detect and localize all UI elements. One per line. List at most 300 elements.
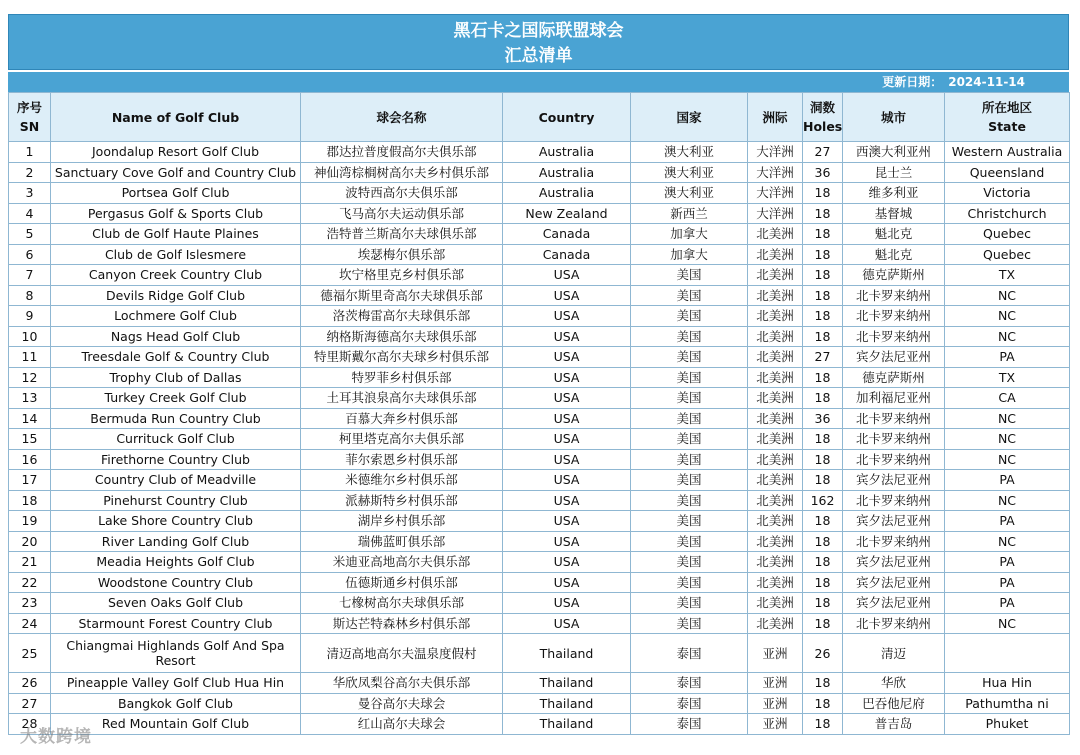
table-row — [9, 693, 1070, 714]
table-row — [9, 203, 1070, 224]
cell-country-en: USA — [503, 613, 631, 634]
column-header-label: 国家 — [676, 109, 702, 125]
column-header-state — [945, 93, 1070, 142]
table-row — [9, 244, 1070, 265]
cell-country-cn: 澳大利亚 — [631, 142, 748, 163]
cell-city: 北卡罗来纳州 — [843, 306, 945, 327]
cell-country-en: USA — [503, 511, 631, 532]
cell-name-en: Country Club of Meadville — [51, 470, 301, 491]
cell-name-en: River Landing Golf Club — [51, 531, 301, 552]
cell-state: Queensland — [945, 162, 1070, 183]
cell-name-en: Devils Ridge Golf Club — [51, 285, 301, 306]
cell-continent: 北美洲 — [748, 265, 803, 286]
cell-country-en: USA — [503, 470, 631, 491]
cell-holes: 18 — [803, 265, 843, 286]
cell-state: Quebec — [945, 244, 1070, 265]
cell-name-cn: 派赫斯特乡村俱乐部 — [301, 490, 503, 511]
cell-city: 北卡罗来纳州 — [843, 429, 945, 450]
cell-continent: 亚洲 — [748, 714, 803, 735]
cell-sn: 2 — [9, 162, 51, 183]
cell-continent: 北美洲 — [748, 531, 803, 552]
cell-name-en: Canyon Creek Country Club — [51, 265, 301, 286]
cell-country-en: USA — [503, 552, 631, 573]
cell-sn: 15 — [9, 429, 51, 450]
cell-name-en: Treesdale Golf & Country Club — [51, 347, 301, 368]
cell-city: 北卡罗来纳州 — [843, 449, 945, 470]
table-row — [9, 634, 1070, 673]
cell-holes: 36 — [803, 162, 843, 183]
column-header-label: Name of Golf Club — [111, 109, 240, 125]
cell-state — [945, 634, 1070, 673]
cell-country-cn: 美国 — [631, 531, 748, 552]
table-row — [9, 265, 1070, 286]
table-row — [9, 429, 1070, 450]
cell-sn: 10 — [9, 326, 51, 347]
cell-city: 清迈 — [843, 634, 945, 673]
cell-continent: 大洋洲 — [748, 162, 803, 183]
cell-holes: 18 — [803, 673, 843, 694]
column-header-name-en — [51, 93, 301, 142]
column-header-country-cn — [631, 93, 748, 142]
cell-name-cn: 特罗菲乡村俱乐部 — [301, 367, 503, 388]
cell-name-en: Pergasus Golf & Sports Club — [51, 203, 301, 224]
cell-city: 基督城 — [843, 203, 945, 224]
cell-name-en: Chiangmai Highlands Golf And Spa Resort — [51, 634, 301, 673]
sheet-title: 黑石卡之国际联盟球会 — [453, 21, 624, 41]
column-header-label: 洞数 — [809, 100, 835, 115]
cell-sn: 11 — [9, 347, 51, 368]
cell-city: 昆士兰 — [843, 162, 945, 183]
cell-name-en: Trophy Club of Dallas — [51, 367, 301, 388]
cell-city: 华欣 — [843, 673, 945, 694]
cell-country-cn: 美国 — [631, 326, 748, 347]
cell-continent: 北美洲 — [748, 552, 803, 573]
cell-country-en: Thailand — [503, 693, 631, 714]
cell-name-cn: 红山高尔夫球会 — [301, 714, 503, 735]
cell-continent: 北美洲 — [748, 367, 803, 388]
cell-holes: 18 — [803, 183, 843, 204]
cell-country-cn: 泰国 — [631, 714, 748, 735]
cell-city: 北卡罗来纳州 — [843, 531, 945, 552]
golf-club-table — [8, 92, 1070, 735]
cell-name-cn: 七橡树高尔夫球俱乐部 — [301, 593, 503, 614]
cell-name-cn: 湖岸乡村俱乐部 — [301, 511, 503, 532]
cell-state: PA — [945, 593, 1070, 614]
cell-sn: 19 — [9, 511, 51, 532]
cell-country-en: USA — [503, 367, 631, 388]
table-row — [9, 511, 1070, 532]
cell-holes: 18 — [803, 470, 843, 491]
cell-name-cn: 清迈高地高尔夫温泉度假村 — [301, 634, 503, 673]
cell-state: NC — [945, 429, 1070, 450]
table-row — [9, 183, 1070, 204]
cell-name-en: Bangkok Golf Club — [51, 693, 301, 714]
cell-holes: 18 — [803, 572, 843, 593]
cell-continent: 北美洲 — [748, 408, 803, 429]
cell-name-cn: 斯达芒特森林乡村俱乐部 — [301, 613, 503, 634]
cell-state: NC — [945, 408, 1070, 429]
column-header-sublabel: State — [988, 119, 1026, 134]
cell-name-cn: 神仙湾棕榈树高尔夫乡村俱乐部 — [301, 162, 503, 183]
cell-country-en: USA — [503, 429, 631, 450]
cell-name-cn: 飞马高尔夫运动俱乐部 — [301, 203, 503, 224]
cell-state: NC — [945, 285, 1070, 306]
cell-name-en: Turkey Creek Golf Club — [51, 388, 301, 409]
cell-country-en: USA — [503, 326, 631, 347]
cell-sn: 23 — [9, 593, 51, 614]
cell-name-cn: 浩特普兰斯高尔夫球俱乐部 — [301, 224, 503, 245]
cell-city: 宾夕法尼亚州 — [843, 572, 945, 593]
cell-continent: 北美洲 — [748, 449, 803, 470]
cell-state: NC — [945, 306, 1070, 327]
cell-state: NC — [945, 449, 1070, 470]
column-header-label: 序号 — [16, 100, 42, 115]
cell-country-en: Australia — [503, 183, 631, 204]
cell-country-cn: 美国 — [631, 265, 748, 286]
cell-country-cn: 美国 — [631, 449, 748, 470]
cell-city: 北卡罗来纳州 — [843, 613, 945, 634]
cell-name-en: Currituck Golf Club — [51, 429, 301, 450]
cell-name-en: Lochmere Golf Club — [51, 306, 301, 327]
cell-country-cn: 美国 — [631, 613, 748, 634]
cell-country-en: Canada — [503, 224, 631, 245]
cell-city: 普吉岛 — [843, 714, 945, 735]
column-header-country-en — [503, 93, 631, 142]
cell-name-en: Woodstone Country Club — [51, 572, 301, 593]
cell-country-en: New Zealand — [503, 203, 631, 224]
column-header-name-cn — [301, 93, 503, 142]
column-header-label: 所在地区 — [981, 100, 1032, 115]
cell-sn: 25 — [9, 634, 51, 673]
cell-continent: 大洋洲 — [748, 183, 803, 204]
cell-country-cn: 美国 — [631, 285, 748, 306]
cell-continent: 北美洲 — [748, 285, 803, 306]
cell-continent: 北美洲 — [748, 572, 803, 593]
cell-sn: 7 — [9, 265, 51, 286]
cell-name-en: Sanctuary Cove Golf and Country Club — [51, 162, 301, 183]
cell-holes: 18 — [803, 593, 843, 614]
cell-continent: 北美洲 — [748, 244, 803, 265]
cell-continent: 北美洲 — [748, 511, 803, 532]
cell-sn: 21 — [9, 552, 51, 573]
cell-country-cn: 美国 — [631, 511, 748, 532]
cell-country-cn: 美国 — [631, 306, 748, 327]
cell-holes: 162 — [803, 490, 843, 511]
cell-name-cn: 洛茨梅雷高尔夫球俱乐部 — [301, 306, 503, 327]
cell-continent: 北美洲 — [748, 388, 803, 409]
cell-city: 巴吞他尼府 — [843, 693, 945, 714]
cell-city: 加利福尼亚州 — [843, 388, 945, 409]
cell-country-cn: 美国 — [631, 367, 748, 388]
sheet-subtitle: 汇总清单 — [504, 46, 573, 66]
cell-state: PA — [945, 511, 1070, 532]
cell-holes: 18 — [803, 714, 843, 735]
cell-holes: 27 — [803, 142, 843, 163]
cell-name-cn: 菲尔索恩乡村俱乐部 — [301, 449, 503, 470]
table-body — [9, 142, 1070, 735]
cell-country-en: USA — [503, 408, 631, 429]
cell-country-cn: 美国 — [631, 572, 748, 593]
cell-holes: 18 — [803, 326, 843, 347]
cell-name-cn: 德福尔斯里奇高尔夫球俱乐部 — [301, 285, 503, 306]
cell-country-cn: 美国 — [631, 347, 748, 368]
cell-name-en: Starmount Forest Country Club — [51, 613, 301, 634]
cell-holes: 36 — [803, 408, 843, 429]
cell-sn: 12 — [9, 367, 51, 388]
table-row — [9, 593, 1070, 614]
cell-continent: 亚洲 — [748, 673, 803, 694]
cell-name-cn: 伍德斯通乡村俱乐部 — [301, 572, 503, 593]
cell-state: TX — [945, 265, 1070, 286]
cell-name-cn: 纳格斯海德高尔夫球俱乐部 — [301, 326, 503, 347]
cell-country-en: USA — [503, 449, 631, 470]
cell-name-cn: 米德维尔乡村俱乐部 — [301, 470, 503, 491]
cell-city: 维多利亚 — [843, 183, 945, 204]
cell-sn: 3 — [9, 183, 51, 204]
cell-country-en: USA — [503, 306, 631, 327]
cell-state: NC — [945, 490, 1070, 511]
cell-name-cn: 米迪亚高地高尔夫俱乐部 — [301, 552, 503, 573]
cell-continent: 北美洲 — [748, 224, 803, 245]
cell-state: PA — [945, 552, 1070, 573]
summary-sheet — [8, 14, 1069, 735]
table-row — [9, 367, 1070, 388]
cell-name-en: Pineapple Valley Golf Club Hua Hin — [51, 673, 301, 694]
cell-sn: 28 — [9, 714, 51, 735]
cell-state: Phuket — [945, 714, 1070, 735]
cell-holes: 18 — [803, 693, 843, 714]
cell-holes: 18 — [803, 552, 843, 573]
cell-sn: 20 — [9, 531, 51, 552]
column-header-holes — [803, 93, 843, 142]
cell-country-en: USA — [503, 593, 631, 614]
update-date-value: 2024-11-14 — [948, 75, 1025, 89]
cell-city: 宾夕法尼亚州 — [843, 470, 945, 491]
cell-country-cn: 泰国 — [631, 693, 748, 714]
cell-continent: 北美洲 — [748, 613, 803, 634]
cell-name-en: Lake Shore Country Club — [51, 511, 301, 532]
cell-country-en: USA — [503, 531, 631, 552]
cell-city: 魁北克 — [843, 244, 945, 265]
cell-city: 北卡罗来纳州 — [843, 285, 945, 306]
column-header-city — [843, 93, 945, 142]
column-header-label: Country — [538, 109, 595, 125]
table-row — [9, 470, 1070, 491]
cell-continent: 北美洲 — [748, 429, 803, 450]
cell-holes: 18 — [803, 388, 843, 409]
cell-sn: 1 — [9, 142, 51, 163]
table-row — [9, 673, 1070, 694]
cell-sn: 9 — [9, 306, 51, 327]
column-header-sn — [9, 93, 51, 142]
table-row — [9, 306, 1070, 327]
cell-name-cn: 柯里塔克高尔夫俱乐部 — [301, 429, 503, 450]
cell-continent: 亚洲 — [748, 693, 803, 714]
cell-country-cn: 美国 — [631, 388, 748, 409]
table-row — [9, 408, 1070, 429]
watermark-text: 大数跨境 — [20, 727, 92, 747]
cell-sn: 4 — [9, 203, 51, 224]
cell-country-en: Australia — [503, 162, 631, 183]
cell-country-en: Australia — [503, 142, 631, 163]
cell-city: 魁北克 — [843, 224, 945, 245]
cell-state: NC — [945, 531, 1070, 552]
cell-name-en: Club de Golf Haute Plaines — [51, 224, 301, 245]
column-header-label: 洲际 — [762, 109, 788, 125]
table-row — [9, 552, 1070, 573]
cell-city: 宾夕法尼亚州 — [843, 347, 945, 368]
cell-country-cn: 美国 — [631, 470, 748, 491]
cell-state: Western Australia — [945, 142, 1070, 163]
cell-country-cn: 加拿大 — [631, 244, 748, 265]
cell-holes: 18 — [803, 613, 843, 634]
cell-sn: 5 — [9, 224, 51, 245]
cell-city: 西澳大利亚州 — [843, 142, 945, 163]
cell-name-en: Portsea Golf Club — [51, 183, 301, 204]
table-row — [9, 142, 1070, 163]
cell-country-en: USA — [503, 347, 631, 368]
cell-state: Victoria — [945, 183, 1070, 204]
cell-holes: 18 — [803, 285, 843, 306]
cell-sn: 6 — [9, 244, 51, 265]
cell-holes: 18 — [803, 203, 843, 224]
cell-continent: 亚洲 — [748, 634, 803, 673]
cell-city: 北卡罗来纳州 — [843, 490, 945, 511]
cell-country-cn: 新西兰 — [631, 203, 748, 224]
cell-holes: 18 — [803, 449, 843, 470]
cell-sn: 14 — [9, 408, 51, 429]
table-row — [9, 224, 1070, 245]
cell-country-cn: 美国 — [631, 593, 748, 614]
cell-name-cn: 百慕大奔乡村俱乐部 — [301, 408, 503, 429]
cell-continent: 大洋洲 — [748, 142, 803, 163]
cell-continent: 大洋洲 — [748, 203, 803, 224]
table-row — [9, 572, 1070, 593]
cell-country-cn: 美国 — [631, 429, 748, 450]
cell-name-cn: 华欣凤梨谷高尔夫俱乐部 — [301, 673, 503, 694]
cell-country-cn: 美国 — [631, 408, 748, 429]
cell-continent: 北美洲 — [748, 593, 803, 614]
cell-state: Christchurch — [945, 203, 1070, 224]
cell-holes: 18 — [803, 531, 843, 552]
cell-country-cn: 泰国 — [631, 673, 748, 694]
cell-city: 北卡罗来纳州 — [843, 408, 945, 429]
cell-country-en: USA — [503, 490, 631, 511]
cell-state: TX — [945, 367, 1070, 388]
cell-name-en: Club de Golf Islesmere — [51, 244, 301, 265]
table-row — [9, 714, 1070, 735]
cell-city: 宾夕法尼亚州 — [843, 593, 945, 614]
cell-sn: 27 — [9, 693, 51, 714]
cell-holes: 18 — [803, 224, 843, 245]
cell-name-cn: 瑞佛蓝町俱乐部 — [301, 531, 503, 552]
cell-name-cn: 波特西高尔夫俱乐部 — [301, 183, 503, 204]
cell-sn: 18 — [9, 490, 51, 511]
cell-name-en: Meadia Heights Golf Club — [51, 552, 301, 573]
cell-name-en: Red Mountain Golf Club — [51, 714, 301, 735]
cell-country-cn: 澳大利亚 — [631, 183, 748, 204]
cell-country-en: USA — [503, 572, 631, 593]
cell-country-cn: 澳大利亚 — [631, 162, 748, 183]
table-row — [9, 347, 1070, 368]
cell-name-cn: 特里斯戴尔高尔夫球乡村俱乐部 — [301, 347, 503, 368]
cell-holes: 26 — [803, 634, 843, 673]
cell-holes: 27 — [803, 347, 843, 368]
cell-name-en: Seven Oaks Golf Club — [51, 593, 301, 614]
cell-state: NC — [945, 326, 1070, 347]
table-row — [9, 162, 1070, 183]
column-header-label: 城市 — [880, 109, 906, 125]
table-row — [9, 326, 1070, 347]
cell-country-cn: 泰国 — [631, 634, 748, 673]
cell-country-en: USA — [503, 265, 631, 286]
cell-country-en: Thailand — [503, 714, 631, 735]
cell-sn: 8 — [9, 285, 51, 306]
title-banner — [8, 14, 1069, 70]
column-header-label: 球会名称 — [376, 109, 427, 125]
table-row — [9, 449, 1070, 470]
cell-country-cn: 美国 — [631, 552, 748, 573]
cell-name-en: Bermuda Run Country Club — [51, 408, 301, 429]
table-row — [9, 531, 1070, 552]
cell-state: PA — [945, 470, 1070, 491]
cell-sn: 22 — [9, 572, 51, 593]
cell-country-cn: 加拿大 — [631, 224, 748, 245]
cell-holes: 18 — [803, 367, 843, 388]
cell-name-cn: 郡达拉普度假高尔夫俱乐部 — [301, 142, 503, 163]
cell-continent: 北美洲 — [748, 490, 803, 511]
cell-state: CA — [945, 388, 1070, 409]
cell-state: Quebec — [945, 224, 1070, 245]
cell-holes: 18 — [803, 244, 843, 265]
cell-city: 北卡罗来纳州 — [843, 326, 945, 347]
cell-name-en: Pinehurst Country Club — [51, 490, 301, 511]
cell-state: Hua Hin — [945, 673, 1070, 694]
cell-name-cn: 土耳其浪泉高尔夫球俱乐部 — [301, 388, 503, 409]
update-date-label: 更新日期： — [882, 75, 943, 89]
cell-state: PA — [945, 572, 1070, 593]
cell-continent: 北美洲 — [748, 470, 803, 491]
cell-name-en: Firethorne Country Club — [51, 449, 301, 470]
cell-holes: 18 — [803, 511, 843, 532]
cell-continent: 北美洲 — [748, 306, 803, 327]
cell-holes: 18 — [803, 306, 843, 327]
cell-sn: 26 — [9, 673, 51, 694]
cell-city: 德克萨斯州 — [843, 367, 945, 388]
table-row — [9, 388, 1070, 409]
cell-continent: 北美洲 — [748, 326, 803, 347]
cell-country-en: Thailand — [503, 673, 631, 694]
cell-state: PA — [945, 347, 1070, 368]
cell-name-en: Nags Head Golf Club — [51, 326, 301, 347]
column-header-continent — [748, 93, 803, 142]
cell-holes: 18 — [803, 429, 843, 450]
cell-name-en: Joondalup Resort Golf Club — [51, 142, 301, 163]
cell-state: Pathumtha ni — [945, 693, 1070, 714]
column-header-sublabel: SN — [19, 119, 40, 134]
cell-country-en: Thailand — [503, 634, 631, 673]
cell-country-en: Canada — [503, 244, 631, 265]
table-row — [9, 490, 1070, 511]
cell-country-en: USA — [503, 285, 631, 306]
cell-sn: 13 — [9, 388, 51, 409]
table-row — [9, 613, 1070, 634]
cell-sn: 17 — [9, 470, 51, 491]
cell-name-cn: 埃瑟梅尔俱乐部 — [301, 244, 503, 265]
cell-city: 宾夕法尼亚州 — [843, 511, 945, 532]
cell-name-cn: 坎宁格里克乡村俱乐部 — [301, 265, 503, 286]
cell-city: 德克萨斯州 — [843, 265, 945, 286]
